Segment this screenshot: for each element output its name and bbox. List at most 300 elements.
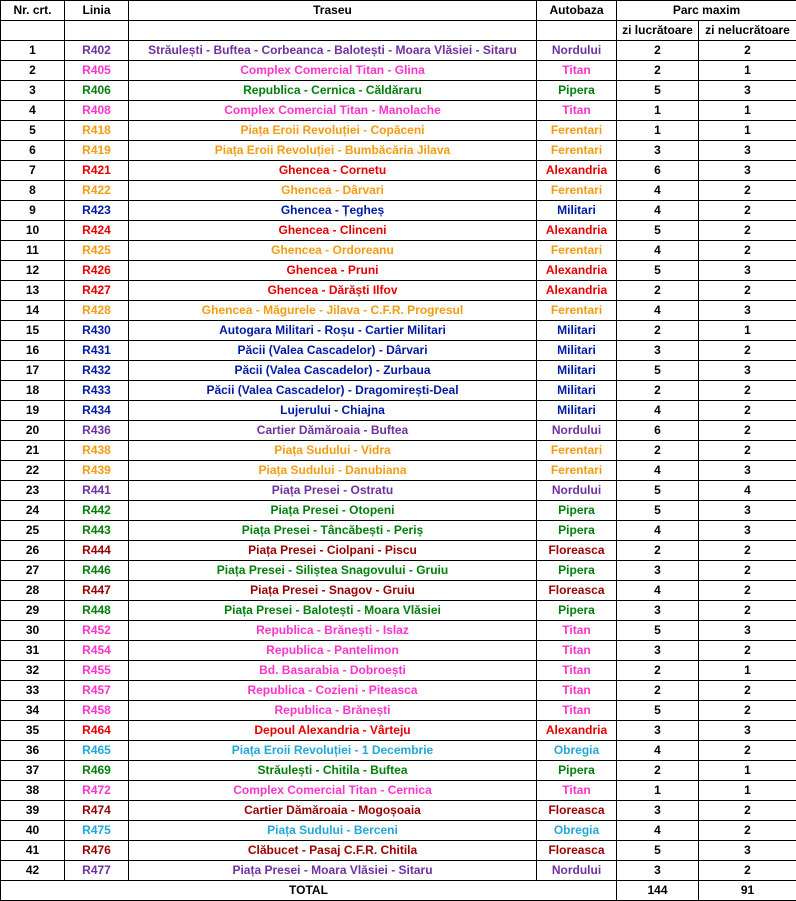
table-row [1, 701, 796, 721]
row-zi-nelucratoare: 2 [699, 541, 796, 561]
row-traseu: Ghencea - Pruni [129, 261, 537, 281]
row-autobaza: Militari [537, 361, 617, 381]
row-traseu: Piața Sudului - Berceni [129, 821, 537, 841]
row-traseu: Republica - Pantelimon [129, 641, 537, 661]
table-row [1, 801, 796, 821]
row-linia: R458 [65, 701, 129, 721]
row-traseu: Păcii (Valea Cascadelor) - Dârvari [129, 341, 537, 361]
row-nr: 29 [1, 601, 65, 621]
row-zi-lucratoare: 4 [617, 521, 699, 541]
table-body [1, 41, 796, 881]
row-nr: 1 [1, 41, 65, 61]
table-row [1, 441, 796, 461]
row-zi-lucratoare: 3 [617, 641, 699, 661]
header-nr: Nr. crt. [1, 1, 65, 21]
row-autobaza: Ferentari [537, 181, 617, 201]
row-zi-nelucratoare: 2 [699, 441, 796, 461]
header-zi-nelucratoare: zi nelucrătoare [699, 21, 796, 41]
row-zi-nelucratoare: 2 [699, 181, 796, 201]
row-linia: R447 [65, 581, 129, 601]
row-autobaza: Ferentari [537, 441, 617, 461]
total-row [1, 881, 796, 901]
row-zi-nelucratoare: 2 [699, 821, 796, 841]
row-zi-nelucratoare: 3 [699, 461, 796, 481]
row-traseu: Piața Presei - Tâncăbești - Periș [129, 521, 537, 541]
row-autobaza: Pipera [537, 81, 617, 101]
row-linia: R427 [65, 281, 129, 301]
row-linia: R430 [65, 321, 129, 341]
row-nr: 22 [1, 461, 65, 481]
table-row [1, 341, 796, 361]
table-row [1, 261, 796, 281]
table-row [1, 321, 796, 341]
row-zi-lucratoare: 3 [617, 341, 699, 361]
row-zi-lucratoare: 5 [617, 261, 699, 281]
row-linia: R402 [65, 41, 129, 61]
row-linia: R439 [65, 461, 129, 481]
row-linia: R455 [65, 661, 129, 681]
row-zi-nelucratoare: 2 [699, 221, 796, 241]
row-zi-lucratoare: 2 [617, 541, 699, 561]
row-zi-nelucratoare: 2 [699, 701, 796, 721]
row-zi-nelucratoare: 3 [699, 301, 796, 321]
row-autobaza: Titan [537, 701, 617, 721]
row-autobaza: Pipera [537, 501, 617, 521]
row-linia: R419 [65, 141, 129, 161]
row-zi-lucratoare: 4 [617, 741, 699, 761]
table-row [1, 821, 796, 841]
table-row [1, 581, 796, 601]
row-nr: 32 [1, 661, 65, 681]
row-traseu: Republica - Cernica - Căldăraru [129, 81, 537, 101]
row-autobaza: Militari [537, 401, 617, 421]
row-nr: 34 [1, 701, 65, 721]
table-row [1, 541, 796, 561]
table-row [1, 301, 796, 321]
row-zi-nelucratoare: 3 [699, 141, 796, 161]
row-zi-nelucratoare: 3 [699, 161, 796, 181]
table-row [1, 181, 796, 201]
row-traseu: Cartier Dămăroaia - Buftea [129, 421, 537, 441]
table-row [1, 621, 796, 641]
header-traseu: Traseu [129, 1, 537, 21]
row-linia: R475 [65, 821, 129, 841]
row-autobaza: Pipera [537, 761, 617, 781]
row-traseu: Piața Eroii Revoluției - Copăceni [129, 121, 537, 141]
row-zi-nelucratoare: 2 [699, 241, 796, 261]
table-row [1, 121, 796, 141]
row-nr: 42 [1, 861, 65, 881]
row-traseu: Străulești - Buftea - Corbeanca - Balotești - Moara Vlăsiei - Sitaru [129, 41, 537, 61]
header-parc-maxim: Parc maxim [617, 1, 796, 21]
row-traseu: Piața Eroii Revoluției - 1 Decembrie [129, 741, 537, 761]
row-zi-lucratoare: 2 [617, 761, 699, 781]
row-linia: R442 [65, 501, 129, 521]
row-nr: 9 [1, 201, 65, 221]
row-nr: 8 [1, 181, 65, 201]
row-linia: R436 [65, 421, 129, 441]
row-traseu: Ghencea - Cornetu [129, 161, 537, 181]
table-row [1, 241, 796, 261]
total-zi-nelucratoare: 91 [699, 881, 796, 901]
row-nr: 28 [1, 581, 65, 601]
row-autobaza: Titan [537, 781, 617, 801]
row-nr: 36 [1, 741, 65, 761]
row-linia: R418 [65, 121, 129, 141]
row-autobaza: Pipera [537, 521, 617, 541]
row-zi-nelucratoare: 1 [699, 781, 796, 801]
row-traseu: Străulești - Chitila - Buftea [129, 761, 537, 781]
table-row [1, 561, 796, 581]
row-zi-lucratoare: 3 [617, 561, 699, 581]
table-row [1, 221, 796, 241]
row-zi-nelucratoare: 3 [699, 261, 796, 281]
table-row [1, 601, 796, 621]
table-row [1, 401, 796, 421]
row-autobaza: Obregia [537, 741, 617, 761]
table-row [1, 81, 796, 101]
table-row [1, 421, 796, 441]
row-zi-lucratoare: 1 [617, 781, 699, 801]
row-zi-lucratoare: 2 [617, 281, 699, 301]
header-zi-lucratoare: zi lucrătoare [617, 21, 699, 41]
row-zi-lucratoare: 3 [617, 801, 699, 821]
table-row [1, 481, 796, 501]
table-row [1, 681, 796, 701]
row-traseu: Autogara Militari - Roșu - Cartier Militari [129, 321, 537, 341]
row-linia: R433 [65, 381, 129, 401]
row-autobaza: Nordului [537, 861, 617, 881]
row-zi-nelucratoare: 2 [699, 41, 796, 61]
row-nr: 13 [1, 281, 65, 301]
row-nr: 39 [1, 801, 65, 821]
row-zi-lucratoare: 2 [617, 441, 699, 461]
table-row [1, 501, 796, 521]
row-autobaza: Ferentari [537, 241, 617, 261]
row-autobaza: Titan [537, 681, 617, 701]
row-zi-lucratoare: 5 [617, 501, 699, 521]
row-nr: 21 [1, 441, 65, 461]
row-zi-lucratoare: 1 [617, 101, 699, 121]
total-label: TOTAL [1, 881, 617, 901]
row-zi-lucratoare: 2 [617, 41, 699, 61]
row-zi-nelucratoare: 2 [699, 801, 796, 821]
row-zi-nelucratoare: 2 [699, 401, 796, 421]
row-linia: R477 [65, 861, 129, 881]
row-autobaza: Ferentari [537, 301, 617, 321]
header-linia-empty [65, 21, 129, 41]
row-autobaza: Alexandria [537, 721, 617, 741]
row-linia: R423 [65, 201, 129, 221]
row-autobaza: Nordului [537, 421, 617, 441]
row-traseu: Clăbucet - Pasaj C.F.R. Chitila [129, 841, 537, 861]
row-nr: 10 [1, 221, 65, 241]
row-zi-lucratoare: 5 [617, 221, 699, 241]
row-linia: R432 [65, 361, 129, 381]
row-autobaza: Titan [537, 621, 617, 641]
row-nr: 25 [1, 521, 65, 541]
table-row [1, 661, 796, 681]
row-traseu: Piața Eroii Revoluției - Bumbăcăria Jilava [129, 141, 537, 161]
row-zi-lucratoare: 4 [617, 581, 699, 601]
table-row [1, 641, 796, 661]
row-traseu: Ghencea - Ordoreanu [129, 241, 537, 261]
row-linia: R441 [65, 481, 129, 501]
row-traseu: Republica - Brănești [129, 701, 537, 721]
row-linia: R424 [65, 221, 129, 241]
row-traseu: Bd. Basarabia - Dobroești [129, 661, 537, 681]
row-zi-nelucratoare: 2 [699, 421, 796, 441]
table-row [1, 61, 796, 81]
table-row [1, 101, 796, 121]
row-zi-nelucratoare: 2 [699, 641, 796, 661]
header-traseu-empty [129, 21, 537, 41]
row-linia: R434 [65, 401, 129, 421]
row-zi-nelucratoare: 3 [699, 501, 796, 521]
row-zi-lucratoare: 5 [617, 361, 699, 381]
row-autobaza: Floreasca [537, 801, 617, 821]
row-traseu: Ghencea - Măgurele - Jilava - C.F.R. Progresul [129, 301, 537, 321]
table-row [1, 201, 796, 221]
row-traseu: Republica - Cozieni - Piteasca [129, 681, 537, 701]
row-linia: R446 [65, 561, 129, 581]
table-row [1, 161, 796, 181]
row-zi-lucratoare: 5 [617, 481, 699, 501]
row-traseu: Complex Comercial Titan - Cernica [129, 781, 537, 801]
row-nr: 15 [1, 321, 65, 341]
row-traseu: Piața Presei - Ciolpani - Piscu [129, 541, 537, 561]
row-zi-nelucratoare: 3 [699, 841, 796, 861]
row-linia: R428 [65, 301, 129, 321]
row-zi-lucratoare: 5 [617, 841, 699, 861]
row-linia: R448 [65, 601, 129, 621]
row-traseu: Lujerului - Chiajna [129, 401, 537, 421]
row-zi-nelucratoare: 2 [699, 681, 796, 701]
row-nr: 16 [1, 341, 65, 361]
row-linia: R405 [65, 61, 129, 81]
row-linia: R464 [65, 721, 129, 741]
table-row [1, 721, 796, 741]
row-autobaza: Alexandria [537, 161, 617, 181]
row-autobaza: Nordului [537, 41, 617, 61]
row-linia: R457 [65, 681, 129, 701]
row-zi-nelucratoare: 2 [699, 381, 796, 401]
row-linia: R474 [65, 801, 129, 821]
row-traseu: Păcii (Valea Cascadelor) - Zurbaua [129, 361, 537, 381]
row-zi-nelucratoare: 3 [699, 81, 796, 101]
table-row [1, 841, 796, 861]
row-nr: 4 [1, 101, 65, 121]
row-autobaza: Nordului [537, 481, 617, 501]
table-row [1, 761, 796, 781]
row-zi-lucratoare: 2 [617, 661, 699, 681]
row-autobaza: Pipera [537, 561, 617, 581]
row-zi-lucratoare: 4 [617, 241, 699, 261]
row-nr: 24 [1, 501, 65, 521]
row-zi-lucratoare: 6 [617, 161, 699, 181]
row-zi-lucratoare: 5 [617, 621, 699, 641]
total-zi-lucratoare: 144 [617, 881, 699, 901]
row-zi-lucratoare: 4 [617, 201, 699, 221]
row-nr: 2 [1, 61, 65, 81]
row-traseu: Piața Sudului - Danubiana [129, 461, 537, 481]
row-linia: R465 [65, 741, 129, 761]
row-linia: R426 [65, 261, 129, 281]
header-nr-empty [1, 21, 65, 41]
row-zi-lucratoare: 4 [617, 461, 699, 481]
row-zi-nelucratoare: 2 [699, 281, 796, 301]
row-linia: R443 [65, 521, 129, 541]
row-nr: 23 [1, 481, 65, 501]
row-autobaza: Militari [537, 321, 617, 341]
row-zi-nelucratoare: 1 [699, 61, 796, 81]
row-traseu: Piața Presei - Ostratu [129, 481, 537, 501]
row-traseu: Depoul Alexandria - Vârteju [129, 721, 537, 741]
row-zi-lucratoare: 4 [617, 401, 699, 421]
row-nr: 40 [1, 821, 65, 841]
row-nr: 19 [1, 401, 65, 421]
row-nr: 41 [1, 841, 65, 861]
row-autobaza: Ferentari [537, 461, 617, 481]
row-traseu: Piața Presei - Otopeni [129, 501, 537, 521]
row-traseu: Piața Presei - Siliștea Snagovului - Gruiu [129, 561, 537, 581]
row-nr: 7 [1, 161, 65, 181]
row-traseu: Complex Comercial Titan - Manolache [129, 101, 537, 121]
row-linia: R472 [65, 781, 129, 801]
row-zi-nelucratoare: 1 [699, 661, 796, 681]
row-autobaza: Ferentari [537, 121, 617, 141]
row-nr: 33 [1, 681, 65, 701]
row-traseu: Piața Sudului - Vidra [129, 441, 537, 461]
row-linia: R444 [65, 541, 129, 561]
row-zi-nelucratoare: 2 [699, 561, 796, 581]
row-zi-nelucratoare: 2 [699, 601, 796, 621]
row-linia: R421 [65, 161, 129, 181]
row-autobaza: Floreasca [537, 541, 617, 561]
row-zi-lucratoare: 4 [617, 821, 699, 841]
row-traseu: Păcii (Valea Cascadelor) - Dragomirești-Deal [129, 381, 537, 401]
row-autobaza: Ferentari [537, 141, 617, 161]
row-nr: 38 [1, 781, 65, 801]
row-zi-nelucratoare: 2 [699, 341, 796, 361]
table-row [1, 361, 796, 381]
row-zi-nelucratoare: 2 [699, 581, 796, 601]
row-zi-nelucratoare: 3 [699, 521, 796, 541]
row-zi-lucratoare: 2 [617, 381, 699, 401]
row-autobaza: Titan [537, 641, 617, 661]
row-zi-lucratoare: 5 [617, 81, 699, 101]
row-zi-nelucratoare: 3 [699, 621, 796, 641]
row-linia: R406 [65, 81, 129, 101]
row-zi-lucratoare: 3 [617, 861, 699, 881]
row-traseu: Republica - Brănești - Islaz [129, 621, 537, 641]
row-zi-lucratoare: 4 [617, 301, 699, 321]
row-nr: 35 [1, 721, 65, 741]
row-zi-lucratoare: 1 [617, 121, 699, 141]
row-nr: 17 [1, 361, 65, 381]
table-row [1, 521, 796, 541]
row-zi-lucratoare: 6 [617, 421, 699, 441]
table-row [1, 281, 796, 301]
table-row [1, 781, 796, 801]
row-zi-lucratoare: 2 [617, 321, 699, 341]
row-autobaza: Titan [537, 61, 617, 81]
row-nr: 18 [1, 381, 65, 401]
row-linia: R422 [65, 181, 129, 201]
row-autobaza: Floreasca [537, 581, 617, 601]
row-nr: 37 [1, 761, 65, 781]
row-autobaza: Titan [537, 661, 617, 681]
row-linia: R408 [65, 101, 129, 121]
row-traseu: Complex Comercial Titan - Glina [129, 61, 537, 81]
row-autobaza: Alexandria [537, 281, 617, 301]
row-zi-lucratoare: 2 [617, 61, 699, 81]
row-linia: R476 [65, 841, 129, 861]
row-zi-nelucratoare: 2 [699, 201, 796, 221]
row-nr: 26 [1, 541, 65, 561]
row-autobaza: Titan [537, 101, 617, 121]
row-traseu: Ghencea - Clinceni [129, 221, 537, 241]
row-autobaza: Obregia [537, 821, 617, 841]
row-nr: 12 [1, 261, 65, 281]
row-zi-nelucratoare: 1 [699, 101, 796, 121]
row-traseu: Ghencea - Dârvari [129, 181, 537, 201]
row-zi-lucratoare: 3 [617, 721, 699, 741]
row-nr: 27 [1, 561, 65, 581]
row-linia: R452 [65, 621, 129, 641]
row-traseu: Piața Presei - Snagov - Gruiu [129, 581, 537, 601]
row-nr: 14 [1, 301, 65, 321]
row-traseu: Piața Presei - Balotești - Moara Vlăsiei [129, 601, 537, 621]
table-row [1, 861, 796, 881]
row-linia: R454 [65, 641, 129, 661]
row-nr: 20 [1, 421, 65, 441]
row-zi-lucratoare: 3 [617, 601, 699, 621]
row-zi-nelucratoare: 1 [699, 121, 796, 141]
row-autobaza: Alexandria [537, 261, 617, 281]
row-autobaza: Militari [537, 381, 617, 401]
table-row [1, 41, 796, 61]
row-nr: 31 [1, 641, 65, 661]
row-autobaza: Alexandria [537, 221, 617, 241]
table-row [1, 141, 796, 161]
header-autobaza-empty [537, 21, 617, 41]
row-zi-lucratoare: 3 [617, 141, 699, 161]
row-autobaza: Floreasca [537, 841, 617, 861]
row-zi-nelucratoare: 2 [699, 741, 796, 761]
row-autobaza: Militari [537, 201, 617, 221]
row-traseu: Ghencea - Dărăști Ilfov [129, 281, 537, 301]
row-zi-nelucratoare: 3 [699, 361, 796, 381]
row-nr: 30 [1, 621, 65, 641]
row-zi-nelucratoare: 1 [699, 321, 796, 341]
header-autobaza: Autobaza [537, 1, 617, 21]
row-linia: R469 [65, 761, 129, 781]
row-nr: 5 [1, 121, 65, 141]
row-traseu: Cartier Dămăroaia - Mogoșoaia [129, 801, 537, 821]
row-linia: R425 [65, 241, 129, 261]
row-zi-nelucratoare: 3 [699, 721, 796, 741]
row-linia: R438 [65, 441, 129, 461]
row-zi-nelucratoare: 1 [699, 761, 796, 781]
row-zi-nelucratoare: 4 [699, 481, 796, 501]
row-linia: R431 [65, 341, 129, 361]
row-zi-nelucratoare: 2 [699, 861, 796, 881]
header-linia: Linia [65, 1, 129, 21]
row-zi-lucratoare: 4 [617, 181, 699, 201]
table-row [1, 461, 796, 481]
row-nr: 3 [1, 81, 65, 101]
